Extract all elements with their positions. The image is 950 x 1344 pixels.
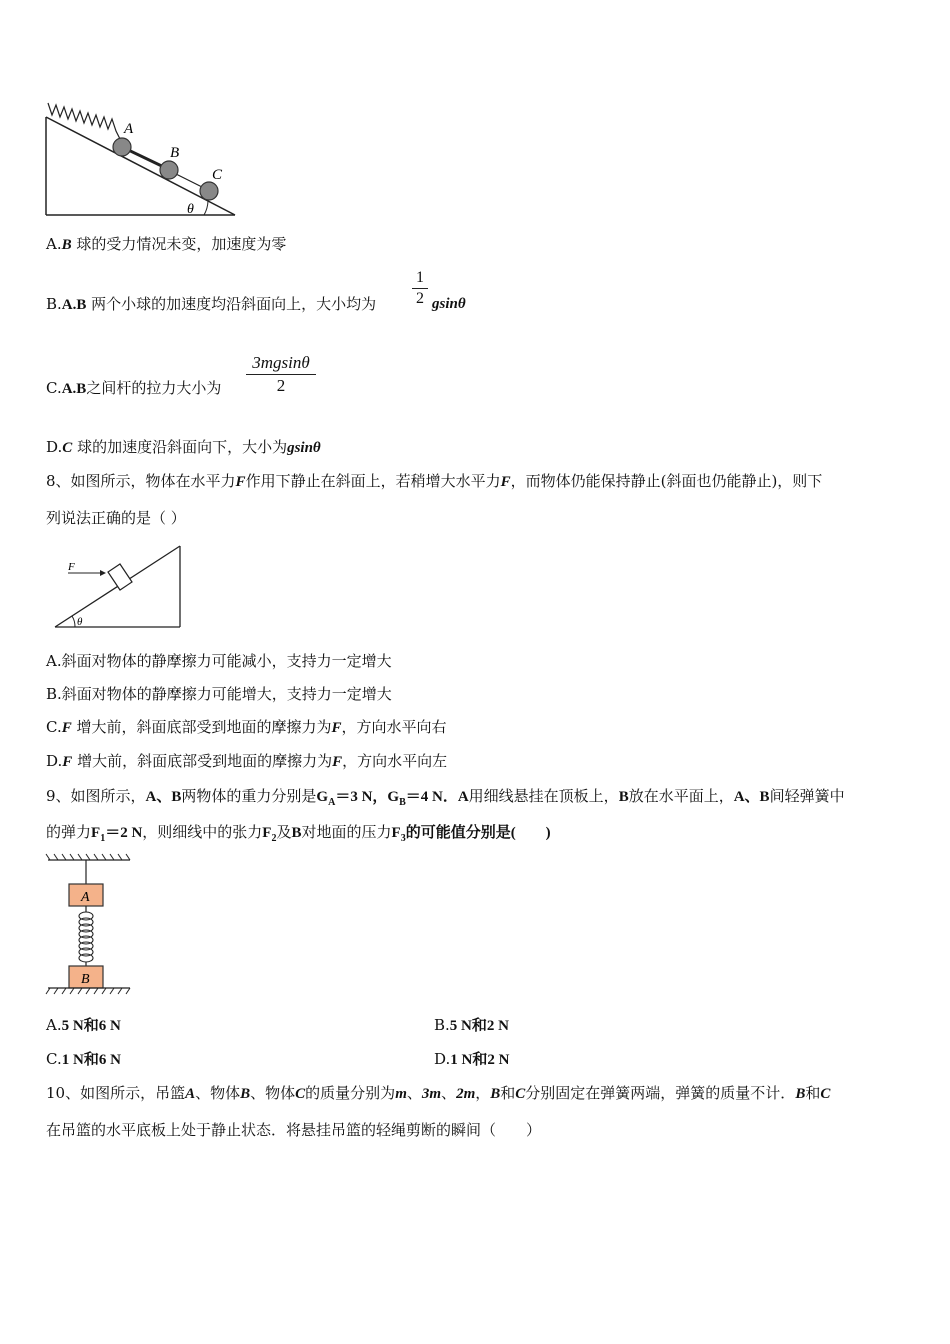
q8-option-c: C.F 增大前，斜面底部受到地面的摩擦力为F，方向水平向右 — [46, 718, 447, 736]
q10-stem-line2: 在吊篮的水平底板上处于静止状态．将悬挂吊篮的轻绳剪断的瞬间（ ） — [46, 1121, 542, 1139]
q8-option-d: D.F 增大前，斜面底部受到地面的摩擦力为F，方向水平向左 — [46, 752, 448, 770]
q8-stem-line2: 列说法正确的是（ ） — [46, 509, 186, 527]
q9-spring-figure — [44, 852, 136, 1000]
q7-option-b: B.A.B 两个小球的加速度均沿斜面向上，大小均为 — [46, 295, 377, 313]
q9-option-a: A.5 N和6 N — [46, 1016, 121, 1034]
q7-incline-figure — [40, 95, 245, 223]
q7-option-d: D.C 球的加速度沿斜面向下，大小为gsinθ — [46, 438, 321, 456]
q7-option-c: C.A.B之间杆的拉力大小为 — [46, 379, 222, 397]
q7-label-b: B — [170, 145, 180, 161]
q9-option-b: B.5 N和2 N — [434, 1016, 509, 1034]
q10-stem-line1: 10、如图所示，吊篮A、物体B、物体C的质量分别为m、3m、2m，B和C分别固定在弹簧两端，弹簧的质量不计．B和C — [46, 1084, 831, 1102]
q8-label-theta: θ — [77, 616, 83, 628]
q8-option-a: A.斜面对物体的静摩擦力可能减小，支持力一定增大 — [46, 652, 392, 670]
q9-label-a: A — [81, 890, 90, 905]
q7-option-c-fraction: $\frac{3mgsin\theta}{2}$ — [246, 352, 316, 397]
q9-stem-line1: 9、如图所示，A、B两物体的重力分别是$G_A=3$ N，$G_B=4$ N．A用细线悬挂在顶板上，B放在水平面上，A、B间轻弹簧中 — [46, 787, 845, 808]
q7-option-b-fraction: $\frac{1}{2}$ — [412, 268, 428, 309]
q9-option-c: C.1 N和6 N — [46, 1050, 121, 1068]
q8-incline-figure — [50, 540, 190, 632]
q7-option-a: A.B 球的受力情况未变，加速度为零 — [46, 235, 287, 253]
q7-label-theta: θ — [187, 202, 194, 217]
q9-option-d: D.1 N和2 N — [434, 1050, 510, 1068]
q8-stem-line1: 8、如图所示，物体在水平力F作用下静止在斜面上，若稍增大水平力F，而物体仍能保持静止(斜面也仍能静止)，则下 — [46, 472, 823, 490]
q7-label-c: C — [212, 167, 223, 183]
q7-label-a: A — [124, 121, 134, 137]
q9-stem-line2: 的弹力$F_1=2$ N，则细线中的张力$F_2$及B对地面的压力$F_3$的可能值分别是( ) — [46, 823, 551, 844]
q7-option-b-tail: gsinθ — [432, 296, 466, 312]
q9-label-b: B — [81, 972, 90, 987]
q8-option-b: B.斜面对物体的静摩擦力可能增大，支持力一定增大 — [46, 685, 392, 703]
q8-label-f: F — [68, 561, 75, 573]
